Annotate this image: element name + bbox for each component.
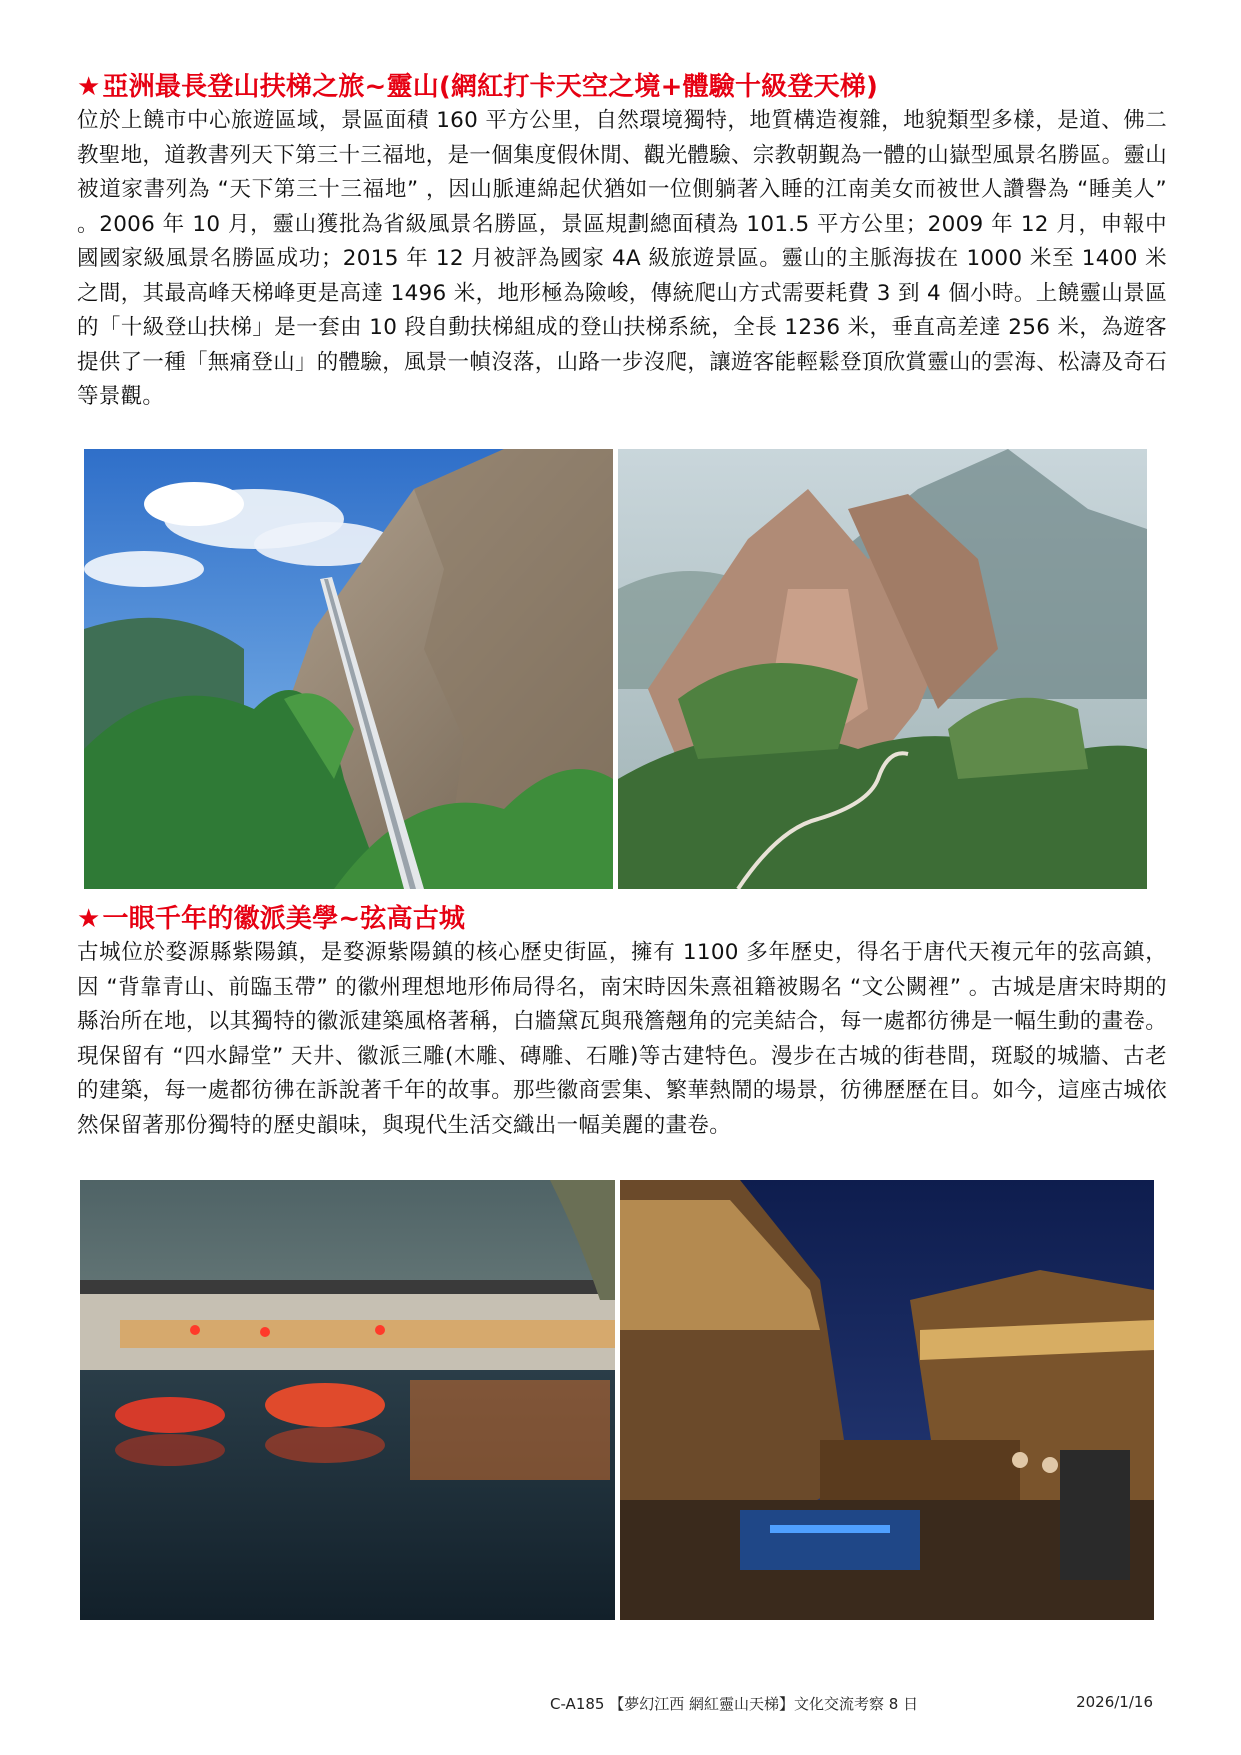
photo-lingshan-peak xyxy=(618,449,1147,889)
footer-date: 2026/1/16 xyxy=(1076,1693,1153,1711)
section-body: 位於上饒市中心旅遊區域，景區面積 160 平方公里，自然環境獨特，地質構造複雜，地貌類型多樣，是道、佛二教聖地，道教書列天下第三十三福地，是一個集度假休閒、觀光體驗、宗教朝覲為一體的山嶽型風景名勝區。靈山被道家書列為 “天下第三十三福地” ，因山脈連綿起伏猶如一位側躺著入睡的江南美女而被世人讚譽為 “睡美人” 。2006 年 10 月，靈山獲批為省級風景名勝區，景區規劃總面積為 101.5 平方公里；2009 年 12 月，申報中國國家級風景名勝區成功；2015 年 12 月被評為國家 4A 級旅遊景區。靈山的主脈海拔在 1000 米至 1400 米之間，其最高峰天梯峰更是高達 1496 米，地形極為險峻，傳統爬山方式需要耗費 3 到 4 個小時。上饒靈山景區的「十級登山扶梯」是一套由 10 段自動扶梯組成的登山扶梯系統，全長 1236 米，垂直高差達 256 米，為遊客提供了一種「無痛登山」的體驗，風景一幀沒落，山路一步沒爬，讓遊客能輕鬆登頂欣賞靈山的雲海、松濤及奇石等景觀。 xyxy=(77,108,1168,409)
photo-lingshan-escalator xyxy=(84,449,613,889)
section-lingshan xyxy=(77,70,1167,415)
section-body: 古城位於婺源縣紫陽鎮，是婺源紫陽鎮的核心歷史街區，擁有 1100 多年歷史，得名于唐代天複元年的弦高鎮，因 “背靠青山、前臨玉帶” 的徽州理想地形佈局得名，南宋時因朱熹祖籍被賜名 “文公闕裡” 。古城是唐宋時期的縣治所在地，以其獨特的徽派建築風格著稱，白牆黛瓦與飛簷翹角的完美結合，每一處都彷彿是一幅生動的畫卷。現保留有 “四水歸堂” 天井、徽派三雕(木雕、磚雕、石雕)等古建特色。漫步在古城的街巷間，斑駁的城牆、古老的建築，每一處都彷彿在訴說著千年的故事。那些徽商雲集、繁華熱鬧的場景，彷彿歷歷在目。如今，這座古城依然保留著那份獨特的歷史韻味，與現代生活交織出一幅美麗的畫卷。 xyxy=(77,940,1168,1138)
section-heading xyxy=(77,902,1167,936)
section-title: 亞洲最長登山扶梯之旅~靈山(網紅打卡天空之境+體驗十級登天梯) xyxy=(102,72,879,102)
footer-code: C-A185 【夢幻江西 網紅靈山天梯】文化交流考察 8 日 xyxy=(550,1695,919,1713)
section-xiangao xyxy=(77,902,1167,1143)
star-icon: ★ xyxy=(77,72,101,102)
section-title: 一眼千年的徽派美學~弦高古城 xyxy=(102,904,466,934)
photo-xiangao-lake xyxy=(80,1180,615,1620)
star-icon: ★ xyxy=(77,904,101,934)
page-footer xyxy=(550,1693,1170,1714)
photo-xiangao-night-street xyxy=(620,1180,1154,1620)
section-heading xyxy=(77,70,1167,104)
